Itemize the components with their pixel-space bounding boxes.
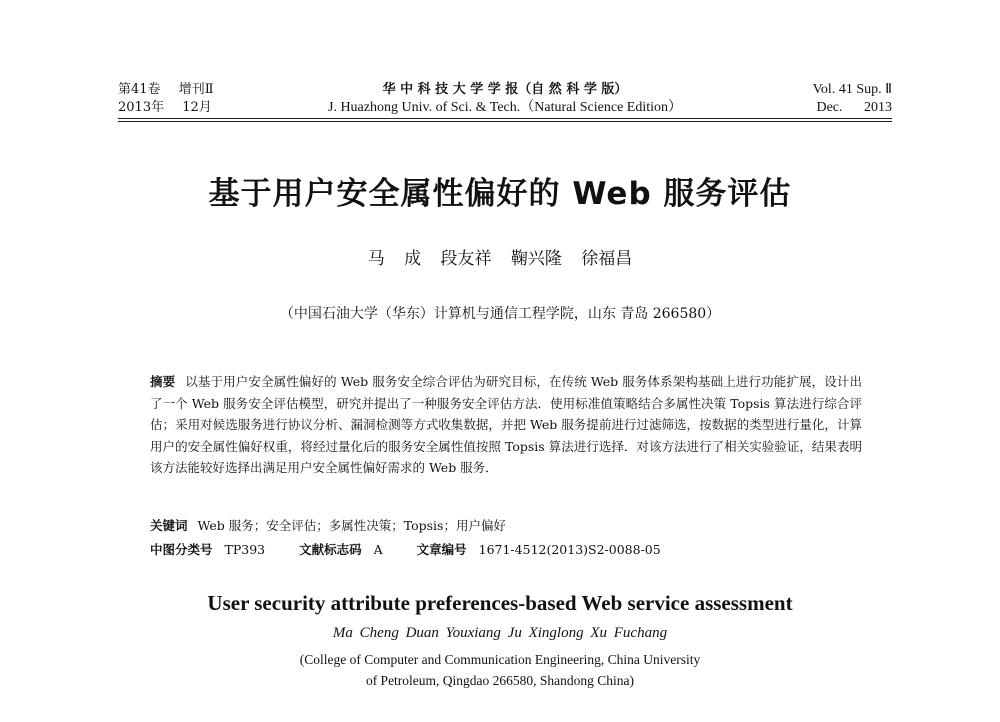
clc-value: TP393: [224, 542, 266, 557]
keywords-text: Web 服务；安全评估；多属性决策；Topsis；用户偏好: [197, 518, 506, 533]
article-no-label: 文章编号: [416, 542, 467, 557]
abstract-label: 摘要: [150, 374, 176, 389]
doc-code-label: 文献标志码: [299, 542, 362, 557]
year-cn: 2013年: [118, 100, 165, 115]
supplement-cn: 增刊Ⅱ: [178, 82, 214, 97]
header-date-cn: [118, 100, 212, 116]
classification-line: [150, 540, 661, 558]
journal-title-cn: 华 中 科 技 大 学 学 报（自 然 科 学 版）: [382, 82, 628, 97]
paper-title-cn: 基于用户安全属性偏好的 Web 服务评估: [208, 176, 792, 212]
date-en: [760, 100, 892, 116]
doc-code-value: A: [373, 542, 383, 557]
volume-en: Vol. 41 Sup. Ⅱ: [812, 82, 892, 97]
affiliation-en-line2: of Petroleum, Qingdao 266580, Shandong China): [365, 673, 635, 688]
authors-en: Ma Cheng Duan Youxiang Ju Xinglong Xu Fuchang: [332, 625, 668, 641]
authors-cn: 马 成 段友祥 鞠兴隆 徐福昌: [367, 249, 633, 269]
article-no-value: 1671-4512(2013)S2-0088-05: [478, 542, 661, 557]
paper-title-en: User security attribute preferences-based Web service assessment: [207, 591, 793, 615]
journal-title-en: J. Huazhong Univ. of Sci. & Tech.（Natural Science Edition）: [328, 100, 682, 115]
volume-cn: 第41卷: [118, 82, 161, 97]
clc-label: 中图分类号: [150, 542, 213, 557]
affiliation-cn: （中国石油大学（华东）计算机与通信工程学院，山东 青岛 266580）: [279, 306, 721, 322]
month-cn: 12月: [182, 100, 212, 115]
keywords: [150, 516, 506, 534]
abstract: [150, 371, 862, 479]
year-en: 2013: [864, 100, 892, 115]
keywords-label: 关键词: [150, 518, 188, 533]
month-en: Dec.: [816, 100, 843, 115]
header-rule-top: [118, 118, 892, 119]
abstract-text: 以基于用户安全属性偏好的 Web 服务安全综合评估为研究目标，在传统 Web 服务体系架构基础上进行功能扩展，设计出了一个 Web 服务安全评估模型，研究并提出了一种服务安全评估方法．使用标准值策略结合多属性决策 Topsis 算法进行综合评估；采用对候选服务进行协议分析、漏洞检测等方式收集数据，并把 Web 服务提前进行过滤筛选，按数据的类型进行量化，计算用户的安全属性偏好权重，将经过量化后的服务安全属性值按照 Topsis 算法进行选择．对该方法进行了相关实验验证，结果表明该方法能较好选择出满足用户安全属性偏好需求的 Web 服务．: [150, 374, 862, 475]
header-volume-cn: [118, 82, 214, 98]
header-rule-bottom: [118, 121, 892, 122]
affiliation-en-line1: (College of Computer and Communication Engineering, China University: [299, 652, 701, 667]
